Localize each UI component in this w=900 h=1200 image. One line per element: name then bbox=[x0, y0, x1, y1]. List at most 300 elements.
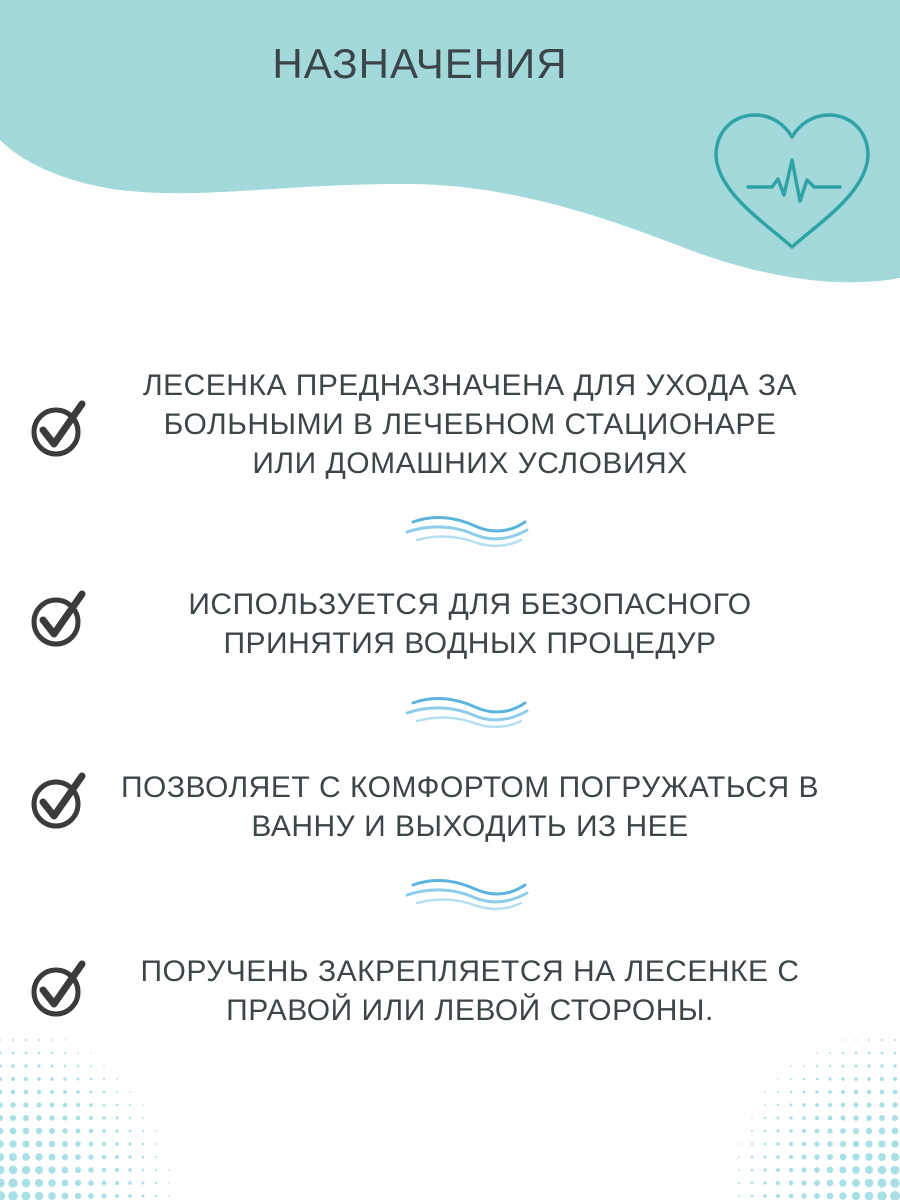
halftone-dot bbox=[879, 1128, 886, 1135]
item-text: ЛЕСЕНКА ПРЕДНАЗНАЧЕНА ДЛЯ УХОДА ЗА БОЛЬНЫМИ В ЛЕЧЕБНОМ СТАЦИОНАРЕ ИЛИ ДОМАШНИХ УСЛОВИЯХ bbox=[142, 369, 798, 480]
halftone-dot bbox=[142, 1104, 143, 1105]
halftone-dot bbox=[803, 1091, 806, 1094]
halftone-dot bbox=[115, 1168, 119, 1172]
halftone-dot bbox=[852, 1153, 859, 1160]
halftone-dot bbox=[853, 1115, 859, 1121]
halftone-dot bbox=[839, 1192, 846, 1199]
halftone-dot bbox=[0, 1090, 2, 1095]
halftone-dot bbox=[8, 1178, 17, 1187]
wave-icon bbox=[405, 693, 530, 729]
check-circle-icon bbox=[30, 960, 88, 1018]
halftone-dot bbox=[129, 1091, 131, 1093]
halftone-dot bbox=[88, 1193, 94, 1199]
halftone-dot bbox=[155, 1169, 157, 1171]
halftone-dot bbox=[23, 1115, 29, 1121]
halftone-dot bbox=[840, 1128, 846, 1134]
halftone-dot bbox=[893, 1077, 897, 1081]
halftone-dot bbox=[62, 1141, 68, 1147]
halftone-dot bbox=[37, 1090, 41, 1094]
halftone-dot bbox=[853, 1128, 859, 1134]
halftone-dot bbox=[764, 1130, 767, 1133]
heartbeat-icon bbox=[710, 105, 875, 255]
halftone-dot bbox=[776, 1155, 780, 1159]
halftone-dot bbox=[764, 1091, 765, 1092]
halftone-dot bbox=[128, 1181, 132, 1185]
halftone-dot bbox=[22, 1140, 29, 1147]
halftone-dot bbox=[89, 1142, 94, 1147]
halftone-dot bbox=[763, 1181, 766, 1184]
halftone-dot bbox=[828, 1077, 831, 1080]
halftone-dot bbox=[0, 1115, 3, 1121]
halftone-dot bbox=[751, 1130, 753, 1132]
halftone-dot bbox=[75, 1167, 81, 1173]
halftone-dot bbox=[50, 1103, 55, 1108]
halftone-dot bbox=[49, 1141, 55, 1147]
halftone-dot bbox=[22, 1166, 30, 1174]
halftone-dot bbox=[0, 1064, 2, 1067]
halftone-dot bbox=[789, 1181, 794, 1186]
halftone-dot bbox=[37, 1064, 40, 1067]
halftone-dot bbox=[891, 1166, 900, 1175]
halftone-dot bbox=[814, 1141, 819, 1146]
halftone-dot bbox=[76, 1103, 80, 1107]
halftone-dot bbox=[815, 1116, 819, 1120]
halftone-dot bbox=[49, 1115, 54, 1120]
halftone-dot bbox=[776, 1194, 780, 1198]
halftone-dot bbox=[76, 1129, 81, 1134]
halftone-dot bbox=[763, 1194, 766, 1197]
halftone-dot bbox=[814, 1154, 820, 1160]
halftone-dot bbox=[63, 1077, 66, 1080]
halftone-dot bbox=[24, 1077, 28, 1081]
halftone-dot bbox=[102, 1103, 105, 1106]
halftone-dot bbox=[840, 1141, 846, 1147]
item-text: ИСПОЛЬЗУЕТСЯ ДЛЯ БЕЗОПАСНОГО ПРИНЯТИЯ ВОДНЫХ ПРОЦЕДУР bbox=[188, 588, 752, 660]
halftone-dot bbox=[102, 1129, 106, 1133]
halftone-dot bbox=[839, 1179, 846, 1186]
halftone-dot bbox=[802, 1142, 807, 1147]
halftone-dot bbox=[803, 1078, 805, 1080]
halftone-dot bbox=[142, 1143, 144, 1145]
halftone-dot bbox=[890, 1191, 900, 1200]
halftone-dot bbox=[128, 1155, 131, 1158]
halftone-dot bbox=[142, 1195, 145, 1198]
halftone-dot bbox=[751, 1117, 753, 1119]
halftone-dot bbox=[890, 1178, 899, 1187]
halftone-dot bbox=[116, 1104, 119, 1107]
halftone-dot bbox=[802, 1116, 806, 1120]
halftone-dot bbox=[102, 1194, 107, 1199]
halftone-dot bbox=[64, 1065, 67, 1068]
halftone-dot bbox=[865, 1140, 872, 1147]
halftone-dot bbox=[854, 1077, 858, 1081]
halftone-dot bbox=[24, 1064, 27, 1067]
halftone-dot bbox=[11, 1090, 16, 1095]
halftone-dot bbox=[24, 1090, 29, 1095]
halftone-dot bbox=[865, 1192, 874, 1200]
halftone-dot bbox=[35, 1192, 43, 1200]
halftone-dot bbox=[852, 1166, 860, 1174]
halftone-dot bbox=[892, 1102, 897, 1107]
halftone-dot bbox=[865, 1153, 873, 1161]
halftone-dot bbox=[868, 1039, 870, 1041]
halftone-dot bbox=[827, 1167, 833, 1173]
halftone-dot bbox=[76, 1090, 79, 1093]
halftone-dot bbox=[77, 1065, 79, 1067]
halftone-dot bbox=[853, 1141, 860, 1148]
halftone-dot bbox=[75, 1141, 80, 1146]
check-circle-icon bbox=[30, 400, 88, 458]
halftone-dot bbox=[77, 1052, 79, 1054]
halftone-dot bbox=[64, 1039, 65, 1040]
item-text: ПОЗВОЛЯЕТ С КОМФОРТОМ ПОГРУЖАТЬСЯ В ВАННУ И ВЫХОДИТЬ ИЗ НЕЕ bbox=[120, 771, 820, 843]
halftone-dot bbox=[10, 1128, 17, 1135]
halftone-dot bbox=[855, 1039, 857, 1041]
halftone-dot bbox=[51, 1065, 54, 1068]
halftone-dot bbox=[88, 1167, 93, 1172]
halftone-dot bbox=[103, 1091, 106, 1094]
halftone-dot bbox=[738, 1195, 740, 1197]
halftone-dot bbox=[23, 1102, 28, 1107]
halftone-dot bbox=[751, 1143, 753, 1145]
halftone-dot bbox=[0, 1166, 4, 1175]
check-circle-icon bbox=[30, 590, 88, 648]
halftone-dot bbox=[115, 1142, 119, 1146]
halftone-dot bbox=[62, 1154, 68, 1160]
halftone-dot bbox=[75, 1154, 81, 1160]
halftone-dot bbox=[129, 1104, 131, 1106]
halftone-dot bbox=[828, 1116, 833, 1121]
halftone-dot bbox=[23, 1128, 30, 1135]
halftone-dot bbox=[801, 1167, 806, 1172]
halftone-dot bbox=[893, 1064, 896, 1067]
halftone-dot bbox=[829, 1052, 831, 1054]
halftone-dot bbox=[828, 1090, 832, 1094]
halftone-dot bbox=[738, 1169, 740, 1171]
halftone-dot bbox=[90, 1052, 91, 1053]
halftone-dot bbox=[62, 1128, 67, 1133]
halftone-dot bbox=[764, 1143, 767, 1146]
halftone-dot bbox=[751, 1182, 754, 1185]
halftone-dot bbox=[855, 1052, 857, 1054]
halftone-dot bbox=[0, 1052, 1, 1055]
halftone-dot bbox=[738, 1182, 740, 1184]
halftone-dot bbox=[129, 1130, 132, 1133]
halftone-dot bbox=[827, 1154, 833, 1160]
halftone-dot bbox=[814, 1180, 820, 1186]
item-text: ПОРУЧЕНЬ ЗАКРЕПЛЯЕТСЯ НА ЛЕСЕНКЕ С ПРАВОЙ ИЛИ ЛЕВОЙ СТОРОНЫ. bbox=[140, 955, 800, 1027]
halftone-dot bbox=[852, 1192, 860, 1200]
halftone-dot bbox=[12, 1052, 15, 1055]
halftone-dot bbox=[116, 1117, 119, 1120]
halftone-dot bbox=[867, 1077, 871, 1081]
halftone-dot bbox=[829, 1065, 832, 1068]
halftone-dot bbox=[751, 1169, 754, 1172]
halftone-dot bbox=[865, 1179, 874, 1188]
halftone-dot bbox=[854, 1103, 859, 1108]
halftone-dot bbox=[840, 1115, 845, 1120]
halftone-dot bbox=[142, 1156, 145, 1159]
halftone-dot bbox=[0, 1191, 5, 1200]
page-title: НАЗНАЧЕНИЯ bbox=[272, 40, 568, 87]
halftone-dot bbox=[880, 1090, 885, 1095]
halftone-dot bbox=[77, 1078, 80, 1081]
check-circle-icon bbox=[30, 772, 88, 830]
halftone-dot bbox=[36, 1102, 41, 1107]
halftone-dot bbox=[10, 1102, 15, 1107]
dot-pattern-right bbox=[738, 1039, 900, 1200]
halftone-dot bbox=[89, 1129, 93, 1133]
halftone-dot bbox=[37, 1077, 41, 1081]
halftone-dot bbox=[142, 1182, 145, 1185]
halftone-dot bbox=[841, 1077, 844, 1080]
halftone-dot bbox=[827, 1193, 834, 1200]
halftone-dot bbox=[790, 1078, 792, 1080]
halftone-dot bbox=[0, 1077, 2, 1081]
halftone-dot bbox=[827, 1141, 833, 1147]
halftone-dot bbox=[764, 1117, 766, 1119]
halftone-dot bbox=[89, 1103, 93, 1107]
halftone-dot bbox=[102, 1155, 107, 1160]
halftone-dot bbox=[840, 1154, 847, 1161]
halftone-dot bbox=[854, 1090, 858, 1094]
dot-pattern-left bbox=[0, 1039, 170, 1200]
halftone-dot bbox=[892, 1115, 898, 1121]
halftone-dot bbox=[51, 1052, 53, 1054]
halftone-dot bbox=[894, 1039, 896, 1041]
halftone-dot bbox=[764, 1104, 766, 1106]
halftone-dot bbox=[738, 1143, 740, 1145]
halftone-dot bbox=[128, 1168, 131, 1171]
halftone-dot bbox=[866, 1115, 872, 1121]
halftone-dot bbox=[0, 1178, 5, 1188]
halftone-dot bbox=[25, 1052, 28, 1055]
halftone-dot bbox=[36, 1115, 42, 1121]
halftone-dot bbox=[801, 1180, 806, 1185]
halftone-dot bbox=[893, 1090, 898, 1095]
halftone-dot bbox=[802, 1129, 806, 1133]
halftone-dot bbox=[790, 1065, 791, 1066]
halftone-dot bbox=[751, 1156, 753, 1158]
halftone-dot bbox=[116, 1091, 118, 1093]
halftone-dot bbox=[777, 1117, 780, 1120]
halftone-dot bbox=[827, 1180, 834, 1187]
halftone-dot bbox=[9, 1153, 17, 1161]
halftone-dot bbox=[816, 1078, 819, 1081]
halftone-dot bbox=[802, 1103, 805, 1106]
halftone-dot bbox=[102, 1181, 107, 1186]
halftone-dot bbox=[842, 1039, 844, 1041]
halftone-dot bbox=[103, 1065, 105, 1067]
halftone-dot bbox=[168, 1182, 170, 1184]
halftone-dot bbox=[90, 1078, 93, 1081]
halftone-dot bbox=[9, 1166, 18, 1175]
wave-icon bbox=[405, 512, 530, 548]
halftone-dot bbox=[0, 1153, 4, 1161]
halftone-dot bbox=[115, 1155, 119, 1159]
halftone-dot bbox=[48, 1166, 55, 1173]
halftone-dot bbox=[892, 1128, 899, 1135]
halftone-dot bbox=[63, 1090, 67, 1094]
halftone-dot bbox=[89, 1116, 93, 1120]
halftone-dot bbox=[22, 1179, 31, 1188]
halftone-dot bbox=[790, 1091, 792, 1093]
halftone-dot bbox=[881, 1039, 883, 1041]
halftone-dot bbox=[776, 1129, 779, 1132]
halftone-dot bbox=[763, 1155, 766, 1158]
halftone-dot bbox=[11, 1077, 15, 1081]
halftone-dot bbox=[776, 1181, 780, 1185]
halftone-dot bbox=[842, 1052, 844, 1054]
halftone-dot bbox=[38, 1052, 41, 1055]
halftone-dot bbox=[128, 1142, 131, 1145]
halftone-dot bbox=[881, 1052, 884, 1055]
halftone-dot bbox=[128, 1194, 132, 1198]
halftone-dot bbox=[751, 1195, 754, 1198]
halftone-dot bbox=[63, 1103, 67, 1107]
halftone-dot bbox=[841, 1103, 846, 1108]
halftone-dot bbox=[61, 1192, 68, 1199]
halftone-dot bbox=[10, 1115, 16, 1121]
halftone-dot bbox=[814, 1167, 820, 1173]
halftone-dot bbox=[115, 1181, 119, 1185]
halftone-dot bbox=[48, 1192, 56, 1200]
halftone-dot bbox=[50, 1090, 54, 1094]
halftone-dot bbox=[142, 1117, 144, 1119]
halftone-dot bbox=[0, 1128, 3, 1135]
halftone-dot bbox=[814, 1193, 820, 1199]
halftone-dot bbox=[11, 1064, 14, 1067]
halftone-dot bbox=[878, 1153, 886, 1161]
halftone-dot bbox=[816, 1065, 818, 1067]
halftone-dot bbox=[854, 1064, 857, 1067]
halftone-dot bbox=[815, 1103, 819, 1107]
halftone-dot bbox=[879, 1115, 885, 1121]
halftone-dot bbox=[155, 1130, 157, 1132]
halftone-dot bbox=[877, 1191, 886, 1200]
halftone-dot bbox=[49, 1128, 55, 1134]
halftone-dot bbox=[815, 1129, 820, 1134]
halftone-dot bbox=[776, 1168, 780, 1172]
halftone-dot bbox=[842, 1065, 845, 1068]
halftone-dot bbox=[777, 1078, 778, 1079]
halftone-dot bbox=[803, 1065, 805, 1067]
halftone-dot bbox=[880, 1077, 884, 1081]
halftone-dot bbox=[0, 1039, 1, 1041]
halftone-dot bbox=[35, 1179, 43, 1187]
halftone-dot bbox=[64, 1052, 66, 1054]
halftone-dot bbox=[168, 1195, 170, 1197]
halftone-dot bbox=[38, 1039, 40, 1041]
halftone-dot bbox=[802, 1155, 807, 1160]
halftone-dot bbox=[62, 1180, 69, 1187]
halftone-dot bbox=[839, 1166, 846, 1173]
halftone-dot bbox=[878, 1140, 885, 1147]
halftone-dot bbox=[129, 1117, 131, 1119]
halftone-dot bbox=[35, 1153, 42, 1160]
halftone-dot bbox=[867, 1064, 870, 1067]
halftone-dot bbox=[866, 1102, 871, 1107]
halftone-dot bbox=[801, 1193, 806, 1198]
halftone-dot bbox=[102, 1142, 106, 1146]
halftone-dot bbox=[63, 1116, 68, 1121]
halftone-dot bbox=[852, 1179, 860, 1187]
halftone-dot bbox=[12, 1039, 14, 1041]
halftone-dot bbox=[789, 1129, 793, 1133]
halftone-dot bbox=[48, 1179, 56, 1187]
wave-icon bbox=[405, 875, 530, 911]
halftone-dot bbox=[35, 1166, 43, 1174]
halftone-dot bbox=[50, 1077, 54, 1081]
halftone-dot bbox=[789, 1155, 793, 1159]
halftone-dot bbox=[868, 1052, 871, 1055]
halftone-dot bbox=[0, 1140, 4, 1147]
halftone-dot bbox=[75, 1180, 81, 1186]
halftone-dot bbox=[142, 1130, 144, 1132]
halftone-dot bbox=[88, 1154, 93, 1159]
halftone-dot bbox=[9, 1140, 16, 1147]
halftone-dot bbox=[88, 1180, 94, 1186]
halftone-dot bbox=[0, 1102, 3, 1107]
halftone-dot bbox=[51, 1039, 53, 1041]
halftone-dot bbox=[828, 1103, 832, 1107]
halftone-dot bbox=[763, 1168, 766, 1171]
halftone-dot bbox=[115, 1129, 118, 1132]
halftone-dot bbox=[168, 1169, 169, 1170]
halftone-dot bbox=[103, 1078, 105, 1080]
halftone-dot bbox=[155, 1143, 157, 1145]
halftone-dot bbox=[155, 1182, 157, 1184]
halftone-dot bbox=[76, 1116, 81, 1121]
halftone-dot bbox=[155, 1195, 157, 1197]
halftone-dot bbox=[102, 1168, 107, 1173]
halftone-dot bbox=[866, 1128, 872, 1134]
halftone-dot bbox=[89, 1090, 92, 1093]
halftone-dot bbox=[894, 1052, 897, 1055]
halftone-dot bbox=[36, 1128, 42, 1134]
halftone-dot bbox=[865, 1166, 873, 1174]
halftone-dot bbox=[777, 1091, 779, 1093]
halftone-dot bbox=[738, 1156, 740, 1158]
halftone-dot bbox=[816, 1052, 818, 1054]
halftone-dot bbox=[789, 1194, 794, 1199]
halftone-dot bbox=[867, 1090, 872, 1095]
halftone-dot bbox=[62, 1167, 69, 1174]
halftone-dot bbox=[789, 1168, 794, 1173]
halftone-dot bbox=[880, 1064, 883, 1067]
halftone-dot bbox=[790, 1104, 793, 1107]
halftone-dot bbox=[879, 1102, 884, 1107]
halftone-dot bbox=[815, 1090, 818, 1093]
halftone-dot bbox=[891, 1153, 899, 1161]
halftone-dot bbox=[878, 1166, 887, 1175]
halftone-dot bbox=[102, 1116, 106, 1120]
halftone-dot bbox=[827, 1128, 832, 1133]
halftone-dot bbox=[25, 1039, 27, 1041]
halftone-dot bbox=[789, 1116, 792, 1119]
halftone-dot bbox=[789, 1142, 793, 1146]
halftone-dot bbox=[36, 1141, 43, 1148]
halftone-dot bbox=[777, 1104, 779, 1106]
halftone-dot bbox=[8, 1191, 18, 1200]
halftone-dot bbox=[891, 1140, 898, 1147]
halftone-dot bbox=[90, 1065, 92, 1067]
halftone-dot bbox=[841, 1090, 845, 1094]
halftone-dot bbox=[75, 1193, 81, 1199]
halftone-dot bbox=[49, 1154, 56, 1161]
halftone-dot bbox=[21, 1191, 30, 1200]
halftone-dot bbox=[116, 1078, 118, 1080]
